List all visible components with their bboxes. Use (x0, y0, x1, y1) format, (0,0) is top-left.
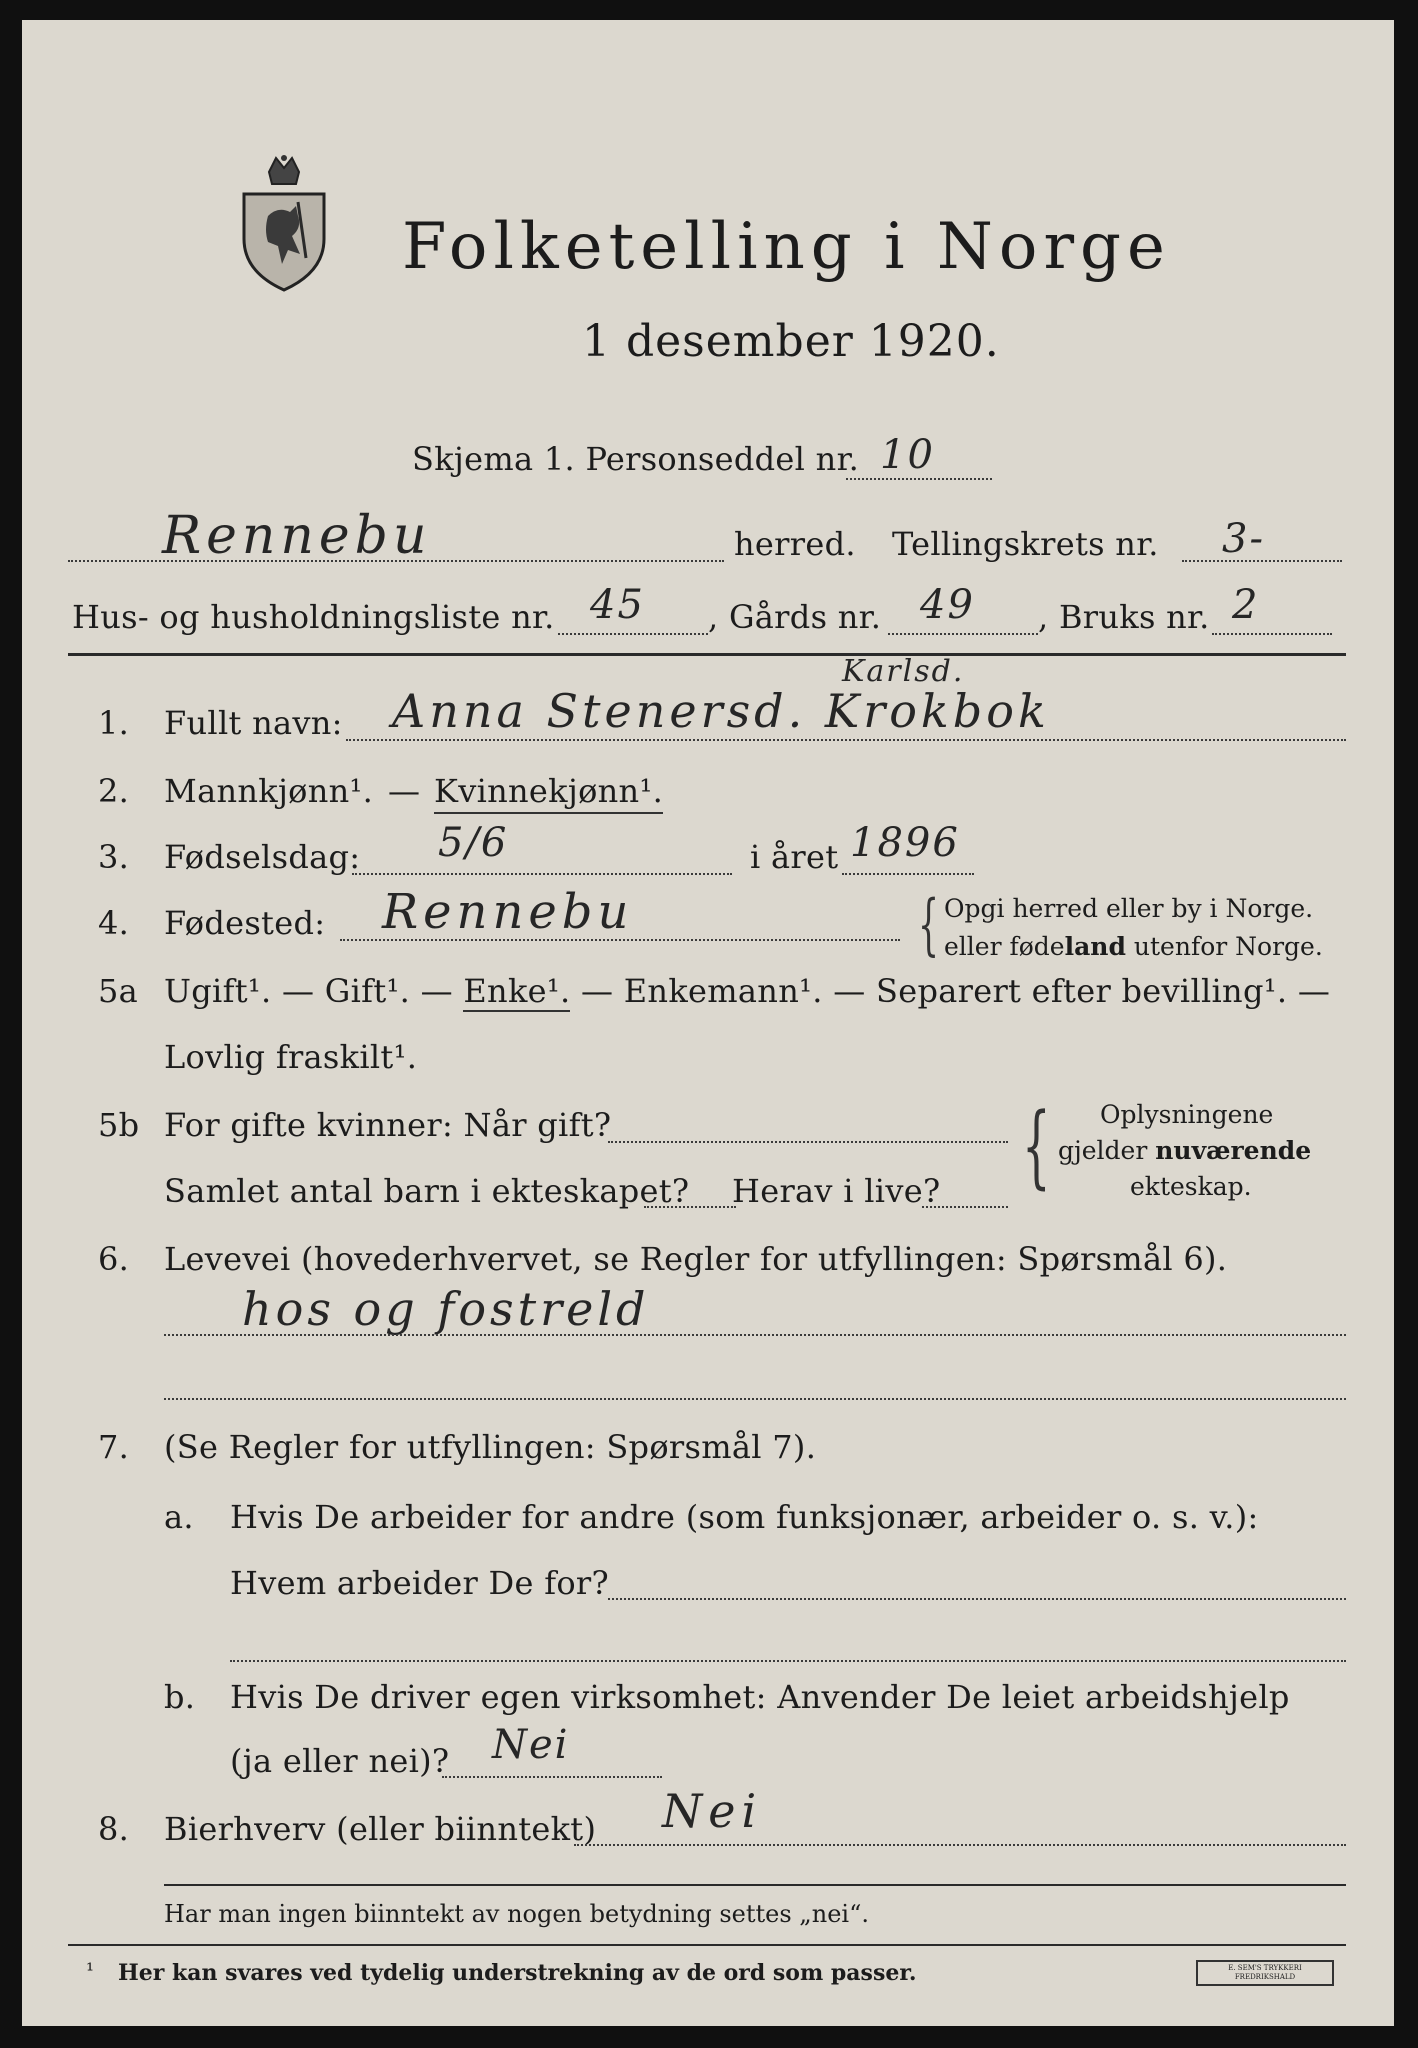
q5a-options: Ugift¹. — Gift¹. — Enke¹. — Enkemann¹. — Separert efter bevilling¹. — (164, 972, 1331, 1010)
q7a-label: Hvis De arbeider for andre (som funksjonær, arbeider o. s. v.): (230, 1498, 1259, 1536)
footer-note: Har man ingen biinntekt av nogen betydning settes „nei“. (164, 1900, 869, 1928)
gards-value: 49 (920, 582, 975, 628)
herred-value: Rennebu (162, 506, 432, 566)
q7-number: 7. (98, 1428, 130, 1466)
q5b-children-label: Samlet antal barn i ekteskapet? (164, 1172, 690, 1210)
q6-label: Levevei (hovederhvervet, se Regler for utfyllingen: Spørsmål 6). (164, 1240, 1228, 1278)
q6-occupation-value: hos og fostreld (242, 1282, 650, 1336)
gards-label: , Gårds nr. (708, 598, 882, 636)
q4-birthplace-value: Rennebu (382, 884, 634, 940)
q1-label: Fullt navn: (164, 704, 343, 742)
q7a-letter: a. (164, 1498, 194, 1536)
q5b-number: 5b (98, 1106, 140, 1144)
schema-label: Skjema 1. Personseddel nr. (412, 440, 860, 478)
q4-label: Fødested: (164, 904, 326, 942)
q5a-enkemann: Enkemann¹. (623, 972, 823, 1010)
census-form-sheet: Folketelling i Norge 1 desember 1920. Skjema 1. Personseddel nr. 10 Rennebu herred. Tellingskrets nr. 3- Hus- og husholdningsliste nr. 45 , Gårds nr. 49 , Bruks nr. 2 1. Fullt navn: Karlsd. Anna Stenersd. Krokbok 2. Mannkjønn¹. — Kvinnekjønn¹. 3. Fødselsdag: 5/6 i året 1896 4. Fødested: Rennebu { Opgi herred eller by i Norge. eller fødeland utenfor Norge. 5a Ugift¹. — Gift¹. — Enke¹. — Enkemann¹. — Separert efter bevilling¹. — Lovlig fraskilt¹. 5b For gifte kvinner: Når gift? Samlet antal barn i ekteskapet? Herav i live? { Oplysningene gjelder nuværende ekteskap. 6. Levevei (hovederhvervet, se Regler for utfyllingen: Spørsmål 6). hos og fostreld 7. (Se Regler for utfyllingen: Spørsmål 7). a. Hvis De arbeider for andre (som funksjonær, arbeider o. s. v.): Hvem arbeider De for? b. Hvis De driver egen virksomhet: Anvender De leiet arbeidshjelp (ja eller nei)? Nei 8. Bierhverv (eller biinntekt) Nei Har man ingen biinntekt av nogen betydning settes „nei“. ¹ Her kan svares ved tydelig understrekning av de ord som passer. E. SEM'S TRYKKERI FREDRIKSHALD (22, 20, 1394, 2026)
q7b-label: Hvis De driver egen virksomhet: Anvender De leiet arbeidshjelp (230, 1678, 1290, 1716)
q7a-question: Hvem arbeider De for? (230, 1564, 609, 1602)
husholdningsliste-label: Hus- og husholdningsliste nr. (72, 598, 555, 636)
q2-number: 2. (98, 772, 130, 810)
footer-divider (164, 1884, 1346, 1886)
q1-correction: Karlsd. (842, 654, 965, 689)
header-divider (68, 653, 1346, 656)
q5b-note-line2: gjelder nuværende (1058, 1136, 1312, 1165)
footnote-divider (68, 1944, 1346, 1946)
q7b-question: (ja eller nei)? (230, 1742, 450, 1780)
footnote-text: Her kan svares ved tydelig understrekning av de ord som passer. (118, 1960, 917, 1986)
tellingskrets-value: 3- (1222, 516, 1265, 562)
personseddel-nr-value: 10 (880, 432, 935, 478)
q3-year-label: i året (750, 838, 839, 876)
bruks-label: , Bruks nr. (1038, 598, 1210, 636)
q8-answer-value: Nei (662, 1784, 763, 1838)
q3-number: 3. (98, 838, 130, 876)
q5a-number: 5a (98, 972, 139, 1010)
printer-mark: E. SEM'S TRYKKERI FREDRIKSHALD (1196, 1960, 1334, 1986)
q5b-note-line3: ekteskap. (1130, 1172, 1252, 1201)
q2-separator: — (388, 772, 421, 810)
q5b-note-line1: Oplysningene (1100, 1100, 1274, 1129)
q3-label: Fødselsdag: (164, 838, 361, 876)
form-date: 1 desember 1920. (582, 316, 1000, 367)
footnote-mark: ¹ (86, 1958, 95, 1982)
q8-label: Bierhverv (eller biinntekt) (164, 1810, 597, 1848)
q5a-gift: Gift¹. (324, 972, 411, 1010)
q2-male-option: Mannkjønn¹. (164, 772, 374, 810)
q2-female-option: Kvinnekjønn¹. (434, 772, 663, 814)
q7b-letter: b. (164, 1678, 196, 1716)
q1-number: 1. (98, 704, 130, 742)
q5b-label: For gifte kvinner: Når gift? (164, 1106, 612, 1144)
herred-label: herred. (734, 525, 856, 563)
q7-label: (Se Regler for utfyllingen: Spørsmål 7). (164, 1428, 817, 1466)
q5a-ugift: Ugift¹. (164, 972, 272, 1010)
q5a-separert: Separert efter bevilling¹. (875, 972, 1288, 1010)
q3-year-value: 1896 (850, 820, 960, 866)
q6-number: 6. (98, 1240, 130, 1278)
q5a-enke: Enke¹. (463, 972, 571, 1010)
q5b-alive-label: Herav i live? (732, 1172, 941, 1210)
norway-coat-of-arms-icon (234, 154, 334, 294)
husholdningsliste-value: 45 (590, 582, 645, 628)
q4-note-line1: Opgi herred eller by i Norge. (944, 894, 1314, 923)
q4-number: 4. (98, 904, 130, 942)
q8-number: 8. (98, 1810, 130, 1848)
q5a-fraskilt: Lovlig fraskilt¹. (164, 1038, 418, 1076)
q7b-answer-value: Nei (492, 1722, 570, 1768)
bruks-value: 2 (1232, 582, 1260, 628)
tellingskrets-label: Tellingskrets nr. (892, 525, 1159, 563)
q4-note-line2: eller fødeland utenfor Norge. (944, 932, 1323, 961)
q1-full-name-value: Anna Stenersd. Krokbok (392, 684, 1050, 738)
form-title: Folketelling i Norge (402, 210, 1171, 284)
q3-birthday-value: 5/6 (438, 820, 509, 866)
